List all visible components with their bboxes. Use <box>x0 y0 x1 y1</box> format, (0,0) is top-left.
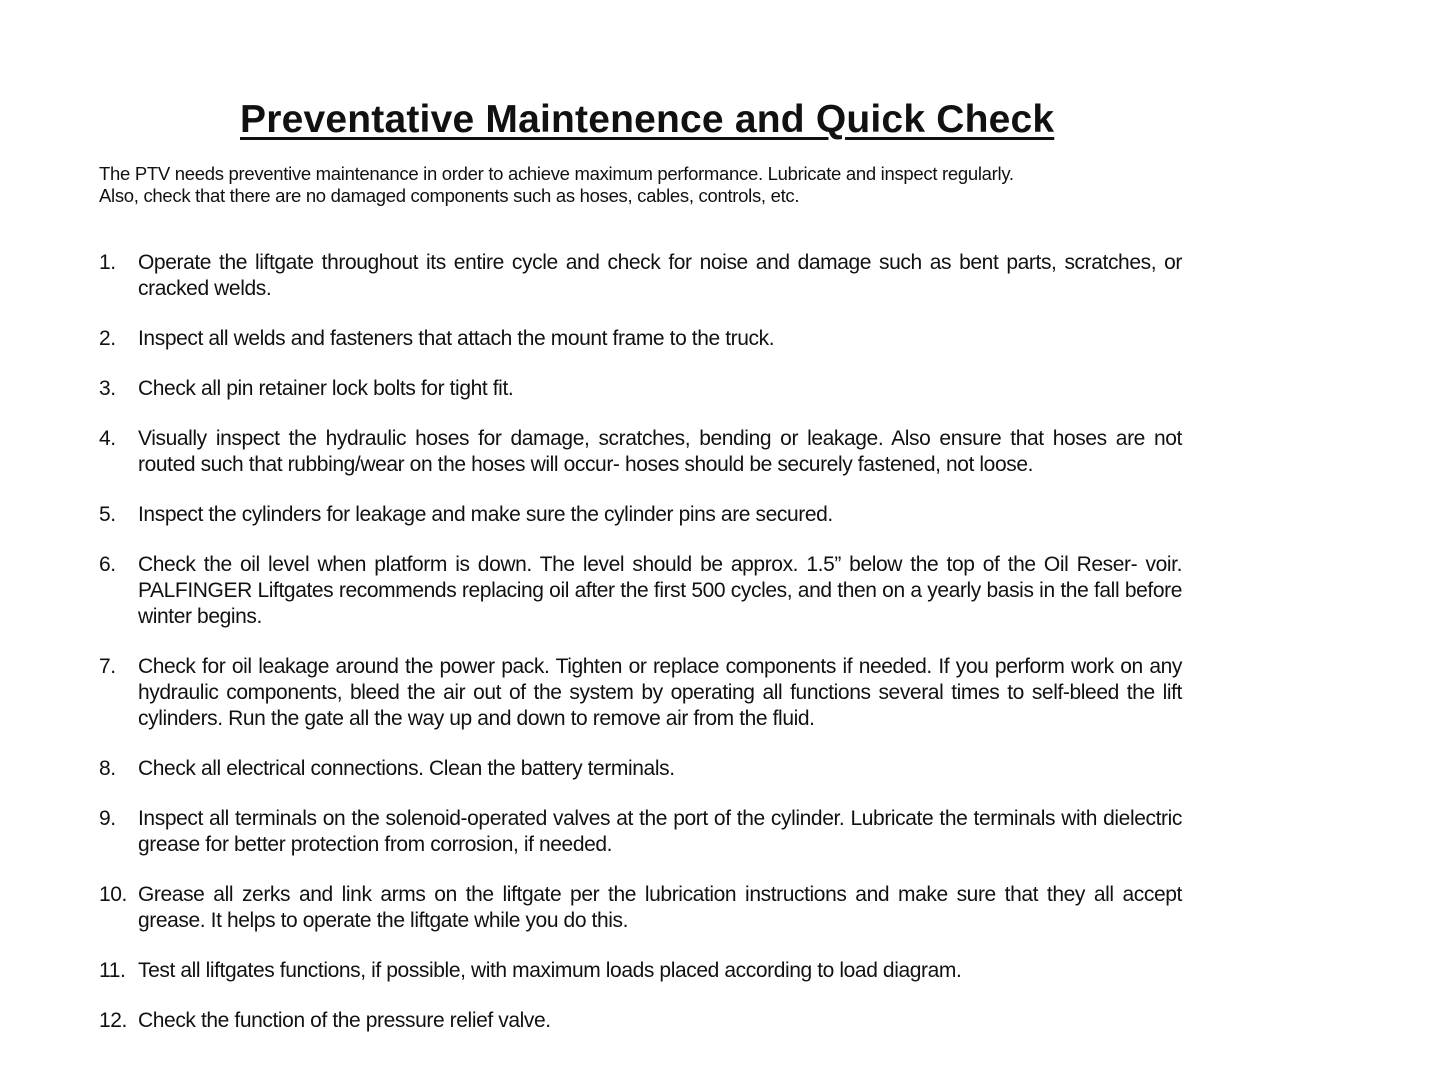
checklist-item-6 <box>99 552 1182 630</box>
checklist-item-2 <box>99 326 1182 352</box>
item-number: 5. <box>99 503 116 526</box>
item-text: Operate the liftgate throughout its entire cycle and check for noise and damage such as bent parts, scratches, or cracked welds. <box>138 251 1182 300</box>
item-number: 4. <box>99 427 116 450</box>
item-text: Check all electrical connections. Clean the battery terminals. <box>138 757 675 780</box>
item-text: Check all pin retainer lock bolts for tight fit. <box>138 377 514 400</box>
checklist-item-8 <box>99 756 1182 782</box>
checklist-item-3 <box>99 376 1182 402</box>
item-number: 2. <box>99 327 116 350</box>
item-number: 1. <box>99 251 116 274</box>
item-number: 11. <box>99 959 126 982</box>
checklist-item-5 <box>99 502 1182 528</box>
checklist-item-4 <box>99 426 1182 478</box>
page-title: Preventative Maintenence and Quick Check <box>240 98 1055 141</box>
item-text: Check the oil level when platform is down. The level should be approx. 1.5” below the top of the Oil Reser- voir. PALFINGER Liftgates recommends replacing oil after the first 500 cycles, and then on a yearly basis in the fall before winter begins. <box>138 553 1182 628</box>
item-text: Test all liftgates functions, if possible, with maximum loads placed according to load diagram. <box>138 959 962 982</box>
item-text: Inspect the cylinders for leakage and make sure the cylinder pins are secured. <box>138 503 833 526</box>
checklist-item-10 <box>99 882 1182 934</box>
item-number: 6. <box>99 553 116 576</box>
checklist-item-7 <box>99 654 1182 732</box>
item-number: 8. <box>99 757 116 780</box>
item-number: 9. <box>99 807 116 830</box>
checklist-item-12 <box>99 1008 1182 1034</box>
item-text: Grease all zerks and link arms on the liftgate per the lubrication instructions and make sure that they all accept grease. It helps to operate the liftgate while you do this. <box>138 883 1182 932</box>
maintenance-checklist <box>99 250 1182 1058</box>
checklist-item-1 <box>99 250 1182 302</box>
checklist-item-9 <box>99 806 1182 858</box>
item-text: Check the function of the pressure relief valve. <box>138 1009 551 1032</box>
item-number: 10. <box>99 883 127 906</box>
checklist-item-11 <box>99 958 1182 984</box>
item-text: Check for oil leakage around the power pack. Tighten or replace components if needed. If you perform work on any hydraulic components, bleed the air out of the system by operating all functions several times to self-bleed the lift cylinders. Run the gate all the way up and down to remove air from the fluid. <box>138 655 1182 730</box>
item-number: 3. <box>99 377 116 400</box>
item-text: Visually inspect the hydraulic hoses for damage, scratches, bending or leakage. Also ensure that hoses are not routed such that rubbing/wear on the hoses will occur- hoses should be securely fastened, not loose. <box>138 427 1182 476</box>
item-text: Inspect all welds and fasteners that attach the mount frame to the truck. <box>138 327 775 350</box>
intro-paragraph: The PTV needs preventive maintenance in order to achieve maximum performance. Lubricate and inspect regularly. Also, check that there are no damaged components such as hoses, cables, controls, etc. <box>99 163 1014 206</box>
item-number: 7. <box>99 655 116 678</box>
item-text: Inspect all terminals on the solenoid-operated valves at the port of the cylinder. Lubricate the terminals with dielectric grease for better protection from corrosion, if needed. <box>138 807 1182 856</box>
item-number: 12. <box>99 1009 127 1032</box>
